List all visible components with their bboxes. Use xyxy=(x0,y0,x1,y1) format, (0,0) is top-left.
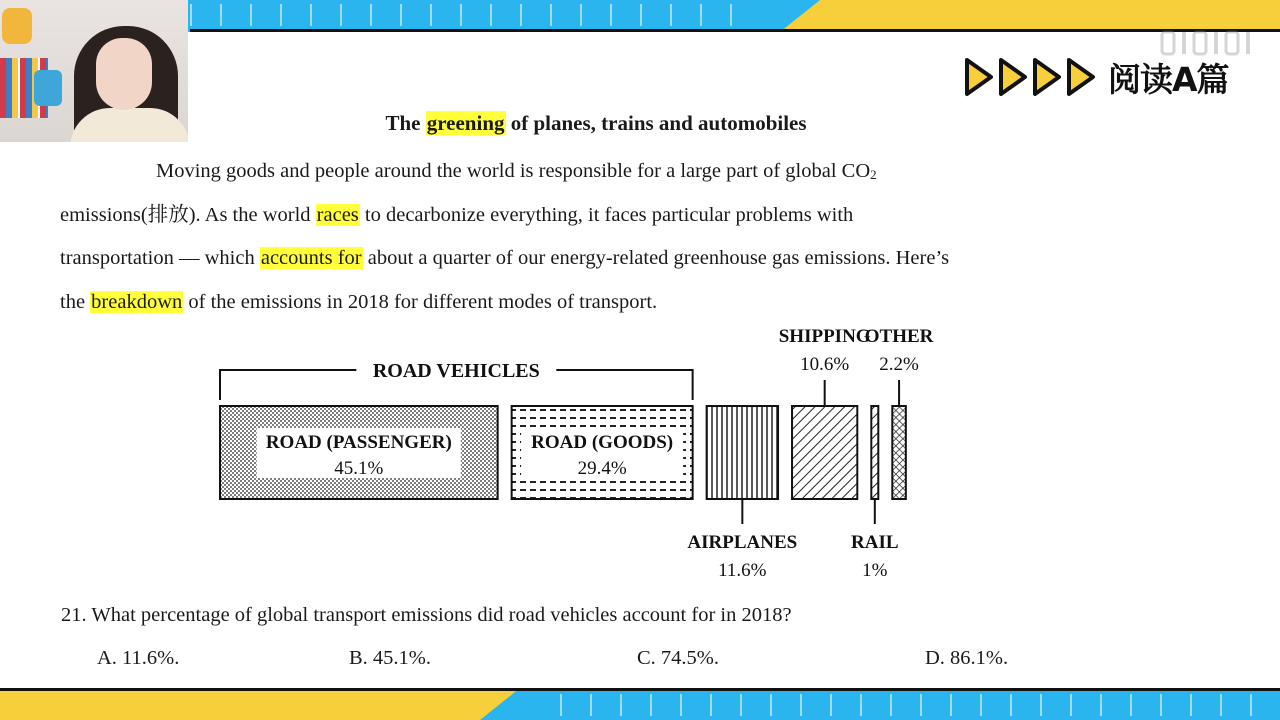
road-vehicles-label: ROAD VEHICLES xyxy=(372,360,540,382)
bar-value-other: 2.2% xyxy=(879,354,919,375)
emissions-chart-svg xyxy=(210,318,970,588)
bar-shipping xyxy=(792,406,857,499)
passage-title xyxy=(0,111,1192,136)
highlight-accounts-for: accounts for xyxy=(260,247,362,270)
passage-line-3-b: about a quarter of our energy-related greenhouse gas emissions. Here’s xyxy=(362,247,950,270)
section-label: 阅读A篇 xyxy=(1108,59,1229,99)
passage-line-3 xyxy=(60,237,1140,280)
option-b[interactable]: B. 45.1%. xyxy=(349,647,431,669)
bar-airplanes xyxy=(707,406,778,499)
play-arrows xyxy=(964,57,1096,97)
bar-value-airplanes: 11.6% xyxy=(718,560,767,581)
highlight-races: races xyxy=(316,204,359,227)
bar-value-rail: 1% xyxy=(862,560,888,581)
passage-line-4-b: of the emissions in 2018 for different modes of transport. xyxy=(183,290,658,313)
play-arrow-icon xyxy=(964,57,994,97)
bar-other xyxy=(892,406,906,499)
passage-line-2 xyxy=(60,194,1140,237)
option-a[interactable]: A. 11.6%. xyxy=(97,647,180,669)
bar-rail xyxy=(871,406,878,499)
option-c[interactable]: C. 74.5%. xyxy=(637,647,719,669)
highlight-greening: greening xyxy=(426,111,505,135)
bar-label-airplanes: AIRPLANES xyxy=(687,532,798,553)
play-arrow-icon xyxy=(1032,57,1062,97)
passage-line-4-a: the xyxy=(60,290,91,313)
top-divider xyxy=(190,29,1280,32)
bottom-divider xyxy=(0,688,1280,691)
top-banner xyxy=(0,0,1280,32)
passage-line-1-text: Moving goods and people around the world is responsible for a large part of global CO xyxy=(156,160,871,182)
bottom-banner-pattern xyxy=(560,694,1260,716)
bottom-banner-accent xyxy=(0,688,520,720)
title-start: The xyxy=(385,111,426,135)
bar-value-shipping: 10.6% xyxy=(800,354,850,375)
highlight-breakdown: breakdown xyxy=(91,290,183,313)
bar-label-road-passenger: ROAD (PASSENGER) xyxy=(265,432,452,453)
bar-label-shipping: SHIPPING xyxy=(778,326,871,347)
passage-line-2-a: emissions(排放). As the world xyxy=(60,204,316,227)
co2-subscript: 2 xyxy=(870,167,877,182)
passage-body xyxy=(60,150,1140,324)
bar-label-rail: RAIL xyxy=(851,532,899,553)
passage-line-2-b: to decarbonize everything, it faces particular problems with xyxy=(359,204,854,227)
passage-line-1 xyxy=(60,150,1140,194)
bar-label-road-goods: ROAD (GOODS) xyxy=(531,432,674,453)
bottom-banner xyxy=(0,688,1280,720)
play-arrow-icon xyxy=(1066,57,1096,97)
toy-figure xyxy=(2,8,32,44)
option-d[interactable]: D. 86.1%. xyxy=(925,647,1009,669)
section-tag xyxy=(964,54,1264,100)
presenter-face xyxy=(96,38,152,110)
bar-label-other: OTHER xyxy=(864,326,934,347)
question-text: 21. What percentage of global transport emissions did road vehicles account for in 2018? xyxy=(61,604,792,626)
play-arrow-icon xyxy=(998,57,1028,97)
bar-value-road-goods: 29.4% xyxy=(577,458,627,479)
top-banner-pattern xyxy=(190,4,750,26)
title-end: of planes, trains and automobiles xyxy=(505,111,807,135)
bar-value-road-passenger: 45.1% xyxy=(334,458,384,479)
toy-figure-blue xyxy=(34,70,62,106)
emissions-chart xyxy=(210,318,970,588)
passage-line-3-a: transportation — which xyxy=(60,247,260,270)
